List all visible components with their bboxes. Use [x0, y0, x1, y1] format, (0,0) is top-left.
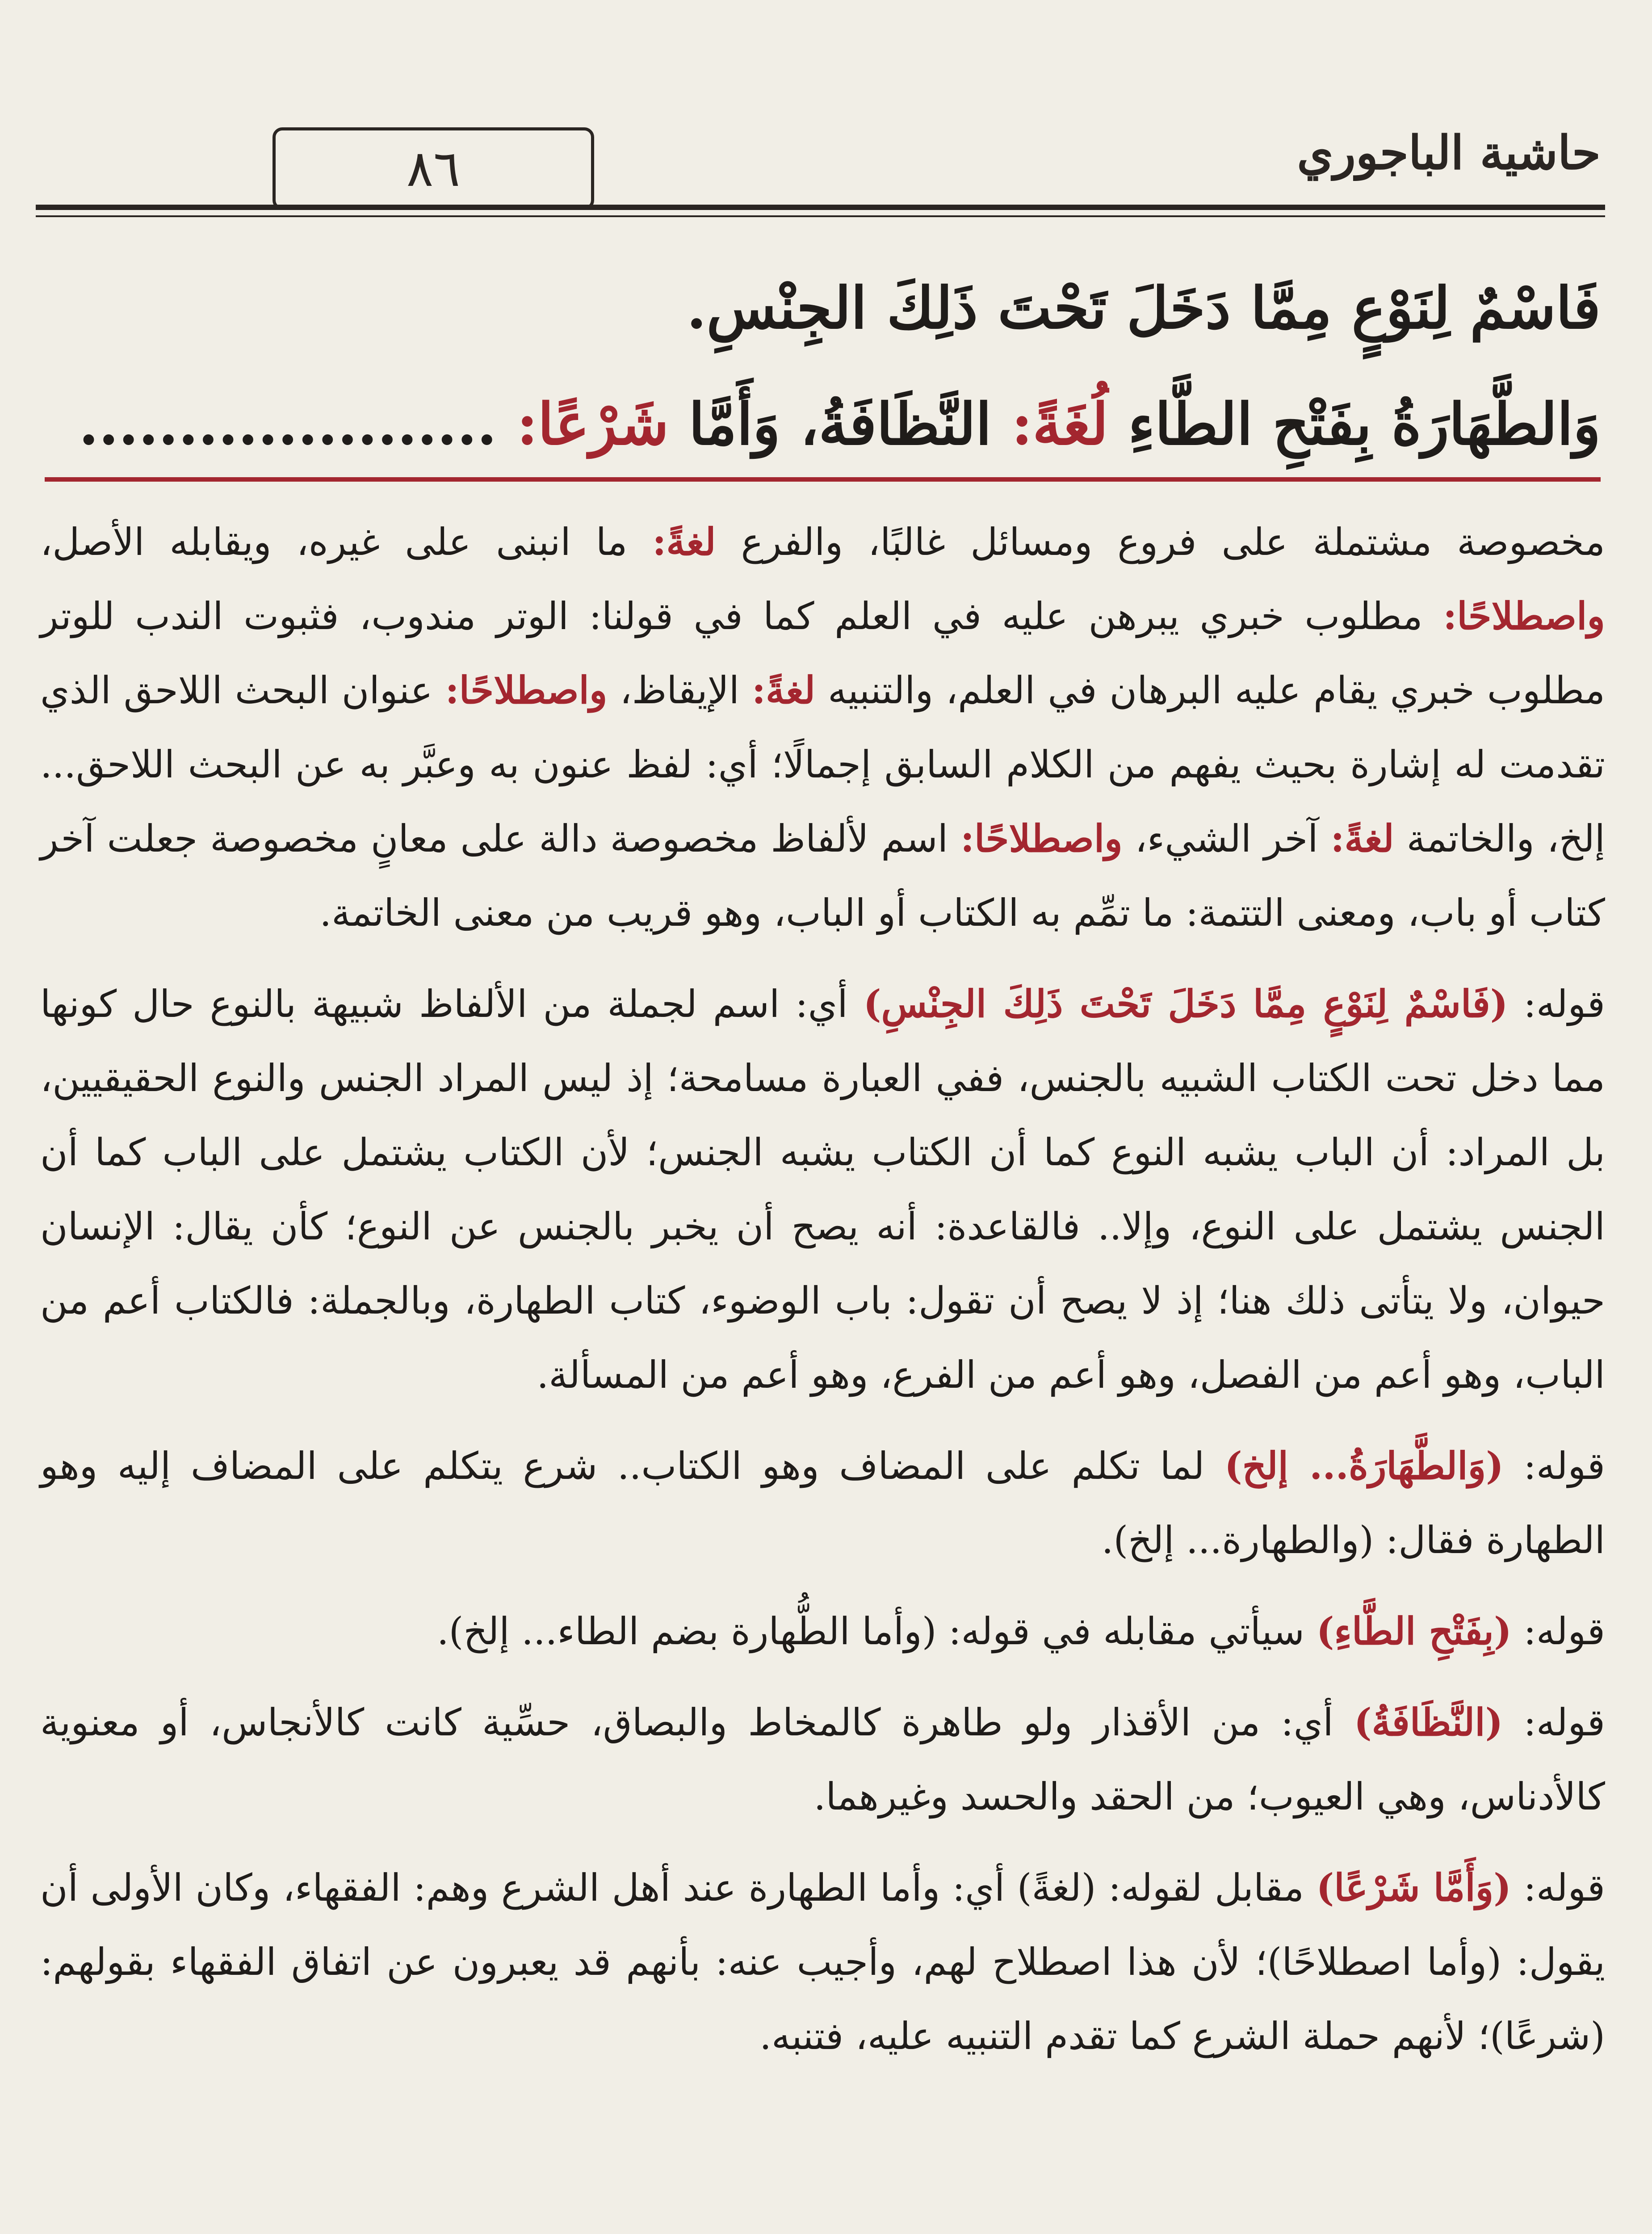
term-istilah: واصطلاحًا:: [1443, 594, 1605, 638]
quoted-matn-term: (بِفَتْحِ الطَّاءِ): [1316, 1609, 1512, 1653]
commentary-text: مقابل لقوله: (لغةً) أي: وأما الطهارة عند أهل الشرع وهم: الفقهاء، وكان الأولى أن يقول: (وأما اصطلاحًا)؛ لأن هذا اصطلاح لهم، وأجيب عنه: بأنهم قد يعبرون عن اتفاق الفقهاء بقولهم: (شرعًا)؛ لأنهم حملة الشرع كما تقدم التنبيه عليه، فتنبه.: [40, 1866, 1605, 2058]
commentary-text: الإيقاظ،: [620, 668, 739, 712]
qawluh-label: قوله:: [1523, 1866, 1605, 1910]
commentary-paragraph-1: [40, 505, 1605, 950]
qawluh-label: قوله:: [1523, 1609, 1605, 1653]
commentary-text: ما انبنى على غيره، ويقابله الأصل،: [40, 520, 628, 564]
commentary-paragraph-3: [40, 1429, 1605, 1577]
commentary-text: لما تكلم على المضاف وهو الكتاب.. شرع يتكلم على المضاف إليه وهو الطهارة فقال: (والطهارة... إلخ).: [40, 1444, 1605, 1562]
commentary-text: آخر الشيء،: [1135, 817, 1318, 861]
commentary-paragraph-4: [40, 1594, 1605, 1668]
term-lugha: لغةً:: [751, 668, 816, 712]
commentary-paragraph-2: [40, 967, 1605, 1412]
qawluh-label: قوله:: [1523, 1701, 1606, 1744]
commentary-paragraph-5: [40, 1685, 1605, 1834]
quoted-matn-term: (وَالطَّهَارَةُ... إلخ): [1224, 1444, 1504, 1488]
commentary-text: مطلوب خبري يبرهن عليه في العلم كما في قولنا: الوتر مندوب، فثبوت الندب للوتر مطلوب خبري يقام عليه البرهان في العلم، والتنبيه: [40, 594, 1606, 712]
matn-separator-rule: [45, 477, 1601, 482]
commentary-text: أي: اسم لجملة من الألفاظ شبيهة بالنوع حال كونها مما دخل تحت الكتاب الشبيه بالجنس، ففي العبارة مسامحة؛ إذ ليس المراد الجنس والنوع الحقيقيين، بل المراد: أن الباب يشبه النوع كما أن الكتاب يشبه الجنس؛ لأن الكتاب يشتمل على الباب كما أن الجنس يشتمل على النوع، وإلا.. فالقاعدة: أنه يصح أن يخبر بالجنس عن النوع؛ كأن يقال: الإنسان حيوان، ولا يتأتى ذلك هنا؛ إذ لا يصح أن تقول: باب الوضوء، كتاب الطهارة، وبالجملة: فالكتاب أعم من الباب، وهو أعم من الفصل، وهو أعم من الفرع، وهو أعم من المسألة.: [40, 982, 1605, 1397]
quoted-matn-term: (النَّظَافَةُ): [1354, 1700, 1503, 1744]
term-lugha: لغةً:: [1330, 816, 1394, 861]
qawluh-label: قوله:: [1523, 982, 1606, 1026]
commentary-text: اسم لألفاظ مخصوصة دالة على معانٍ مخصوصة جعلت آخر كتاب أو باب، ومعنى التتمة: ما تمِّم به الكتاب أو الباب، وهو قريب من معنى الخاتمة.: [40, 817, 1605, 935]
commentary-text: عنوان البحث اللاحق الذي تقدمت له إشارة بحيث يفهم من الكلام السابق إجمالًا؛ أي: لفظ عنون به وعبَّر به عن البحث اللاحق... إلخ، والخاتمة: [40, 668, 1606, 861]
term-istilah: واصطلاحًا:: [445, 668, 608, 712]
term-lugha: لغةً:: [652, 520, 716, 564]
matn-line-1: [36, 250, 1601, 366]
matn-text: [36, 250, 1601, 483]
commentary: [40, 505, 1605, 2090]
commentary-paragraph-6: [40, 1851, 1605, 2073]
running-title: حاشية الباجوري: [1297, 125, 1601, 180]
page-number: [273, 127, 594, 210]
matn-term-shar: شَرْعًا:: [516, 391, 669, 458]
matn-line-2-part-b: النَّظَافَةُ، وَأَمَّا: [688, 391, 992, 458]
matn-term-lugha: لُغَةً:: [1011, 391, 1108, 458]
header-rule-thin: [36, 215, 1605, 217]
page-number-text: ٨٦: [406, 139, 461, 198]
matn-line-2-part-a: وَالطَّهَارَةُ بِفَتْحِ الطَّاءِ: [1128, 391, 1601, 458]
commentary-text: مخصوصة مشتملة على فروع ومسائل غالبًا، والفرع: [741, 520, 1606, 564]
commentary-text: أي: من الأقذار ولو طاهرة كالمخاط والبصاق، حسِّية كانت كالأنجاس، أو معنوية كالأدناس، وهي العيوب؛ من الحقد والحسد وغيرهما.: [40, 1701, 1605, 1818]
matn-line-1-text: فَاسْمٌ لِنَوْعٍ مِمَّا دَخَلَ تَحْتَ ذَلِكَ الجِنْسِ.: [686, 275, 1601, 342]
matn-line-2: [36, 366, 1601, 483]
quoted-matn-term: (وَأَمَّا شَرْعًا): [1316, 1865, 1511, 1910]
quoted-matn-term: (فَاسْمٌ لِنَوْعٍ مِمَّا دَخَلَ تَحْتَ ذَلِكَ الجِنْسِ): [863, 982, 1508, 1026]
matn-dots: .....................: [79, 391, 497, 458]
qawluh-label: قوله:: [1523, 1444, 1605, 1488]
commentary-text: سيأتي مقابله في قوله: (وأما الطُّهارة بضم الطاء... إلخ).: [436, 1609, 1304, 1653]
term-istilah: واصطلاحًا:: [960, 816, 1123, 861]
header-rule: [36, 205, 1605, 210]
